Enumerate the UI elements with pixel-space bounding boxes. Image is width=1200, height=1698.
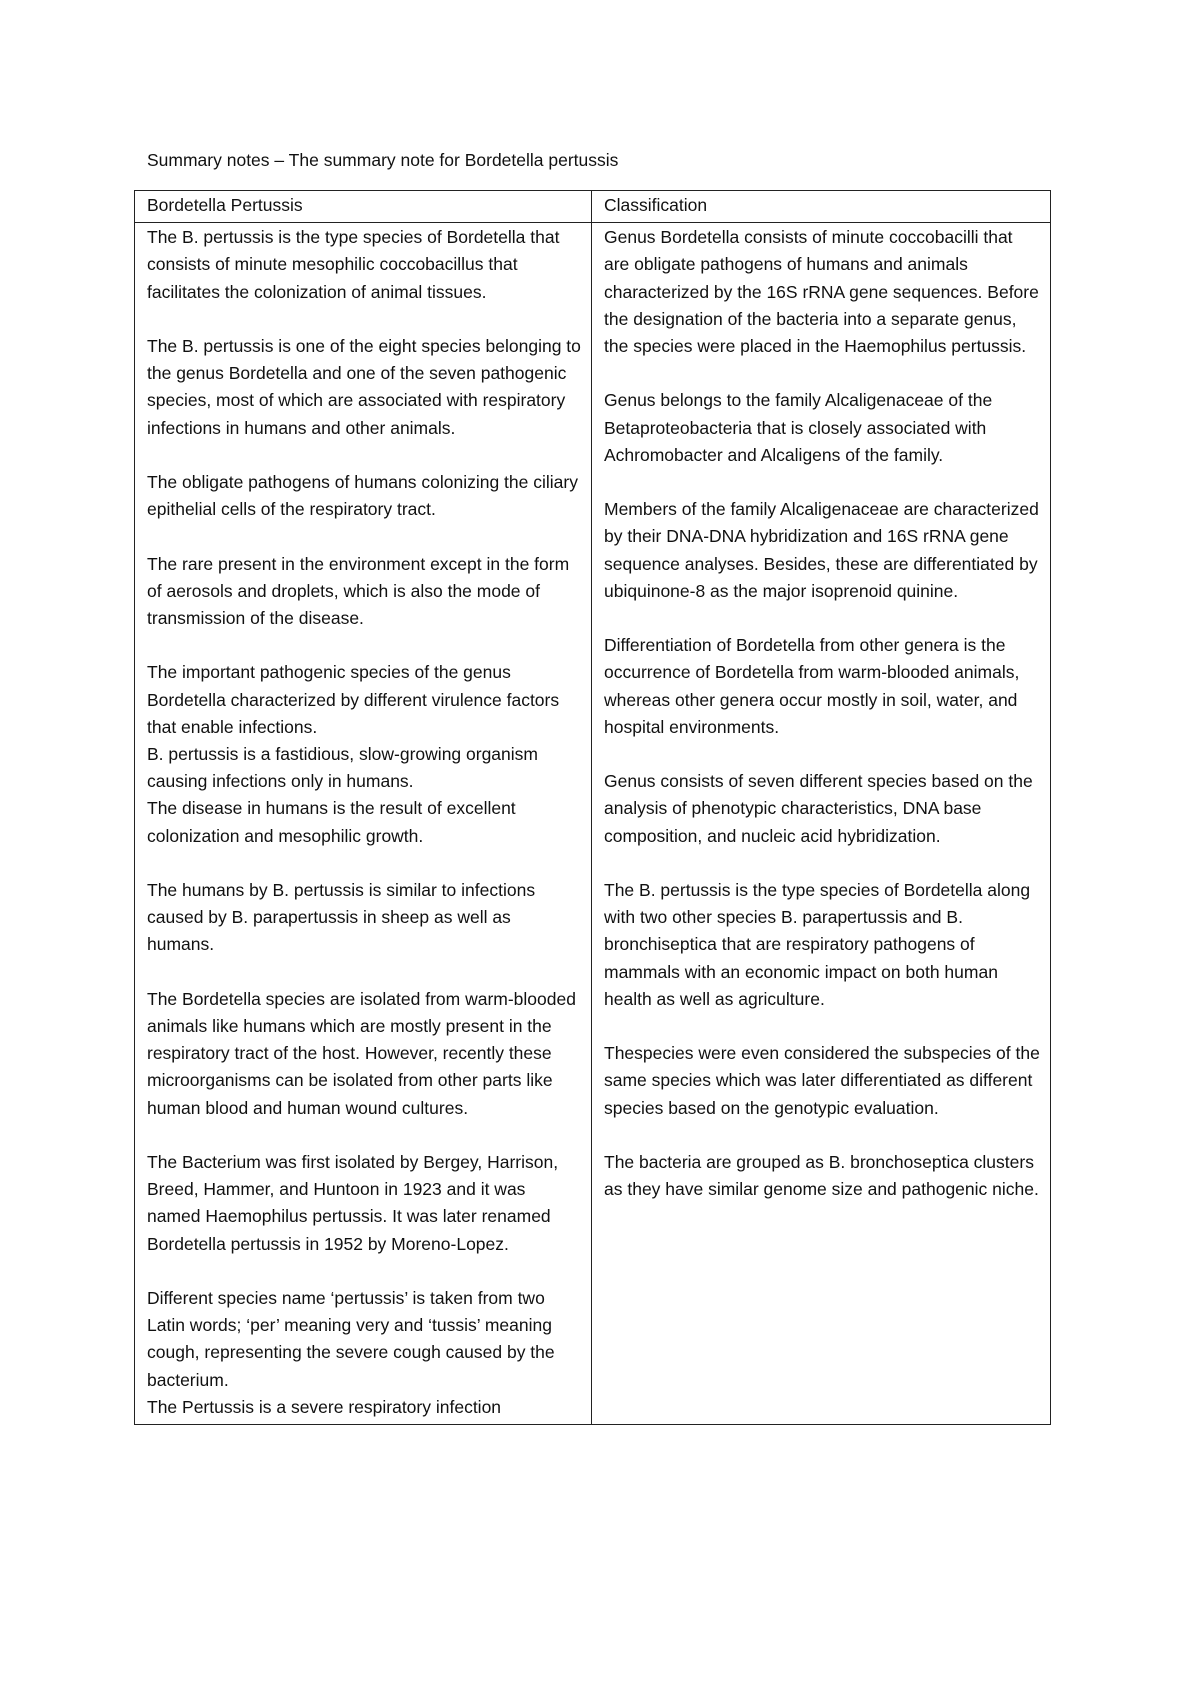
column-header-classification: Classification	[592, 191, 1051, 223]
left-paragraph-10: The Bacterium was first isolated by Bergey, Harrison, Breed, Hammer, and Huntoon in 1923 and it was named Haemophilus pertussis. It was later renamed Bordetella pertussis in 1952 by Moreno-Lopez.	[147, 1152, 559, 1254]
left-paragraph-6: B. pertussis is a fastidious, slow-growing organism causing infections only in humans.	[147, 744, 538, 792]
right-paragraph-4: Differentiation of Bordetella from other genera is the occurrence of Bordetella from warm-blooded animals, whereas other genera occur mostly in soil, water, and hospital environments.	[604, 635, 1020, 737]
left-paragraph-11: Different species name ‘pertussis’ is taken from two Latin words; ‘per’ meaning very and ‘tussis’ meaning cough, representing the severe cough caused by the bacterium.	[147, 1288, 555, 1390]
right-paragraph-1: Genus Bordetella consists of minute coccobacilli that are obligate pathogens of humans and animals characterized by the 16S rRNA gene sequences. Before the designation of the bacteria into a separate genus, the species were placed in the Haemophilus pertussis.	[604, 227, 1039, 357]
column-header-bordetella-pertussis: Bordetella Pertussis	[135, 191, 592, 223]
pertussis-notes-cell	[135, 223, 592, 1425]
summary-table	[134, 190, 1051, 1425]
table-row	[135, 223, 1051, 1425]
left-paragraph-5: The important pathogenic species of the genus Bordetella characterized by different virulence factors that enable infections.	[147, 662, 560, 737]
left-paragraph-12: The Pertussis is a severe respiratory infection	[147, 1396, 502, 1417]
page-title: Summary notes – The summary note for Bordetella pertussis	[147, 150, 619, 170]
right-paragraph-3: Members of the family Alcaligenaceae are characterized by their DNA-DNA hybridization and 16S rRNA gene sequence analyses. Besides, these are differentiated by ubiquinone-8 as the major isoprenoid quinine.	[604, 499, 1039, 601]
left-paragraph-3: The obligate pathogens of humans colonizing the ciliary epithelial cells of the respiratory tract.	[147, 472, 578, 520]
table-header-row	[135, 191, 1051, 223]
right-paragraph-7: Thespecies were even considered the subspecies of the same species which was later differentiated as different species based on the genotypic evaluation.	[604, 1043, 1040, 1118]
left-paragraph-7: The disease in humans is the result of excellent colonization and mesophilic growth.	[147, 798, 516, 846]
classification-notes-cell	[592, 223, 1051, 1425]
left-paragraph-9: The Bordetella species are isolated from warm-blooded animals like humans which are mostly present in the respiratory tract of the host. However, recently these microorganisms can be isolated from other parts like human blood and human wound cultures.	[147, 988, 576, 1118]
right-paragraph-5: Genus consists of seven different species based on the analysis of phenotypic characteristics, DNA base composition, and nucleic acid hybridization.	[604, 771, 1033, 846]
left-paragraph-1: The B. pertussis is the type species of Bordetella that consists of minute mesophilic coccobacillus that facilitates the colonization of animal tissues.	[147, 227, 560, 302]
right-paragraph-6: The B. pertussis is the type species of Bordetella along with two other species B. parapertussis and B. bronchiseptica that are respiratory pathogens of mammals with an economic impact on both human health as well as agriculture.	[604, 880, 1031, 1009]
left-paragraph-8: The humans by B. pertussis is similar to infections caused by B. parapertussis in sheep as well as humans.	[147, 880, 536, 955]
right-paragraph-8: The bacteria are grouped as B. bronchoseptica clusters as they have similar genome size and pathogenic niche.	[604, 1152, 1039, 1200]
left-paragraph-4: The rare present in the environment except in the form of aerosols and droplets, which is also the mode of transmission of the disease.	[147, 553, 570, 628]
left-paragraph-2: The B. pertussis is one of the eight species belonging to the genus Bordetella and one of the seven pathogenic species, most of which are associated with respiratory infections in humans and other animals.	[147, 336, 581, 438]
right-paragraph-2: Genus belongs to the family Alcaligenaceae of the Betaproteobacteria that is closely associated with Achromobacter and Alcaligens of the family.	[604, 390, 993, 465]
